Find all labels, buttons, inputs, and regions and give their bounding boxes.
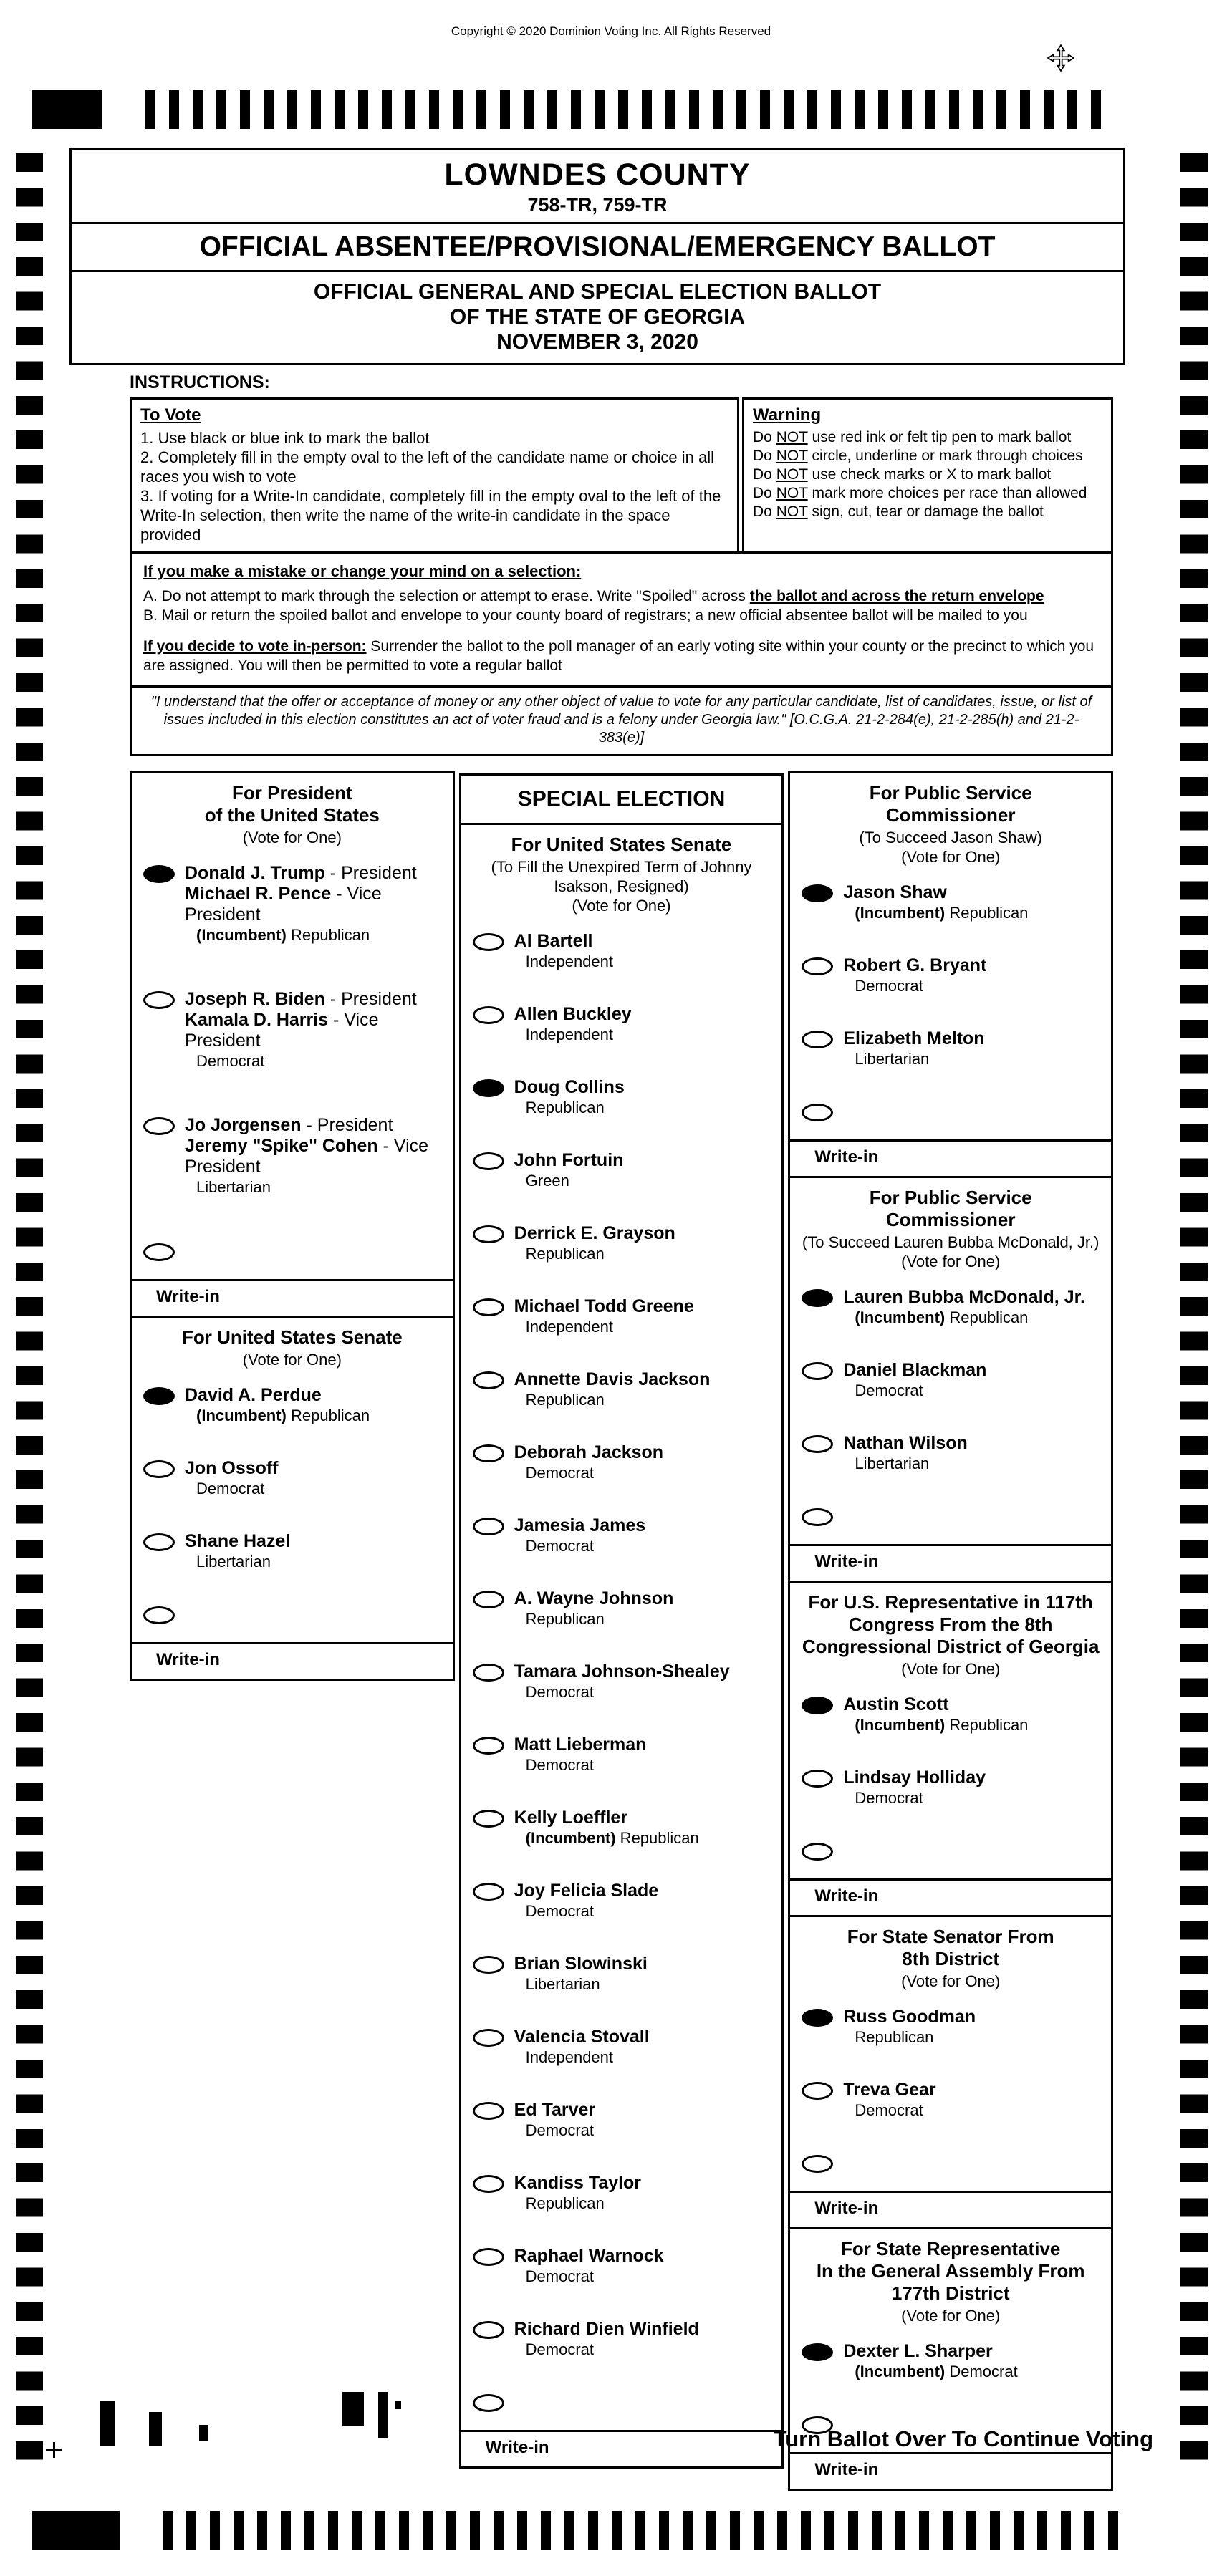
contest-title: For U.S. Representative in 117th Congress From the 8th Congressional District of Georgia bbox=[802, 1591, 1100, 1657]
warning-item: Do NOT use check marks or X to mark ballot bbox=[753, 466, 1052, 483]
candidate-row bbox=[473, 2173, 778, 2213]
filled-oval[interactable] bbox=[473, 1079, 504, 1097]
warning-item: Do NOT sign, cut, tear or damage the ballot bbox=[753, 503, 1044, 520]
candidate-name: Kandiss Taylor bbox=[514, 2173, 642, 2193]
warning-item: Do NOT mark more choices per race than allowed bbox=[753, 485, 1087, 501]
candidate-party: (Incumbent) Republican bbox=[525, 1829, 699, 1847]
county-name: LOWNDES COUNTY bbox=[444, 158, 751, 192]
candidate-party: (Incumbent) Democrat bbox=[855, 2363, 1018, 2380]
candidate-name: Allen Buckley bbox=[514, 1004, 632, 1024]
candidate-party: Democrat bbox=[855, 1789, 923, 1807]
contest-subtitle: (Vote for One) bbox=[242, 1351, 342, 1369]
election-date: NOVEMBER 3, 2020 bbox=[496, 330, 698, 354]
candidate-text bbox=[514, 1735, 647, 1775]
empty-oval[interactable] bbox=[802, 2082, 833, 2100]
candidate-party: (Incumbent) Republican bbox=[855, 1308, 1029, 1326]
empty-oval[interactable] bbox=[473, 1444, 504, 1462]
candidate-text bbox=[514, 1881, 659, 1921]
oath-text: "I understand that the offer or acceptance of money or any other object of value to vote for any particular candidate, list of candidates, issue, or list of issues included in this election constitutes an act of voter fraud and is a felony under Georgia law." [O.C.G.A. 21-2-284(e), 21-2-285(h) and 21-2-383(e)] bbox=[132, 685, 1111, 754]
filled-oval[interactable] bbox=[802, 1289, 833, 1307]
contest-title: For President of the United States bbox=[204, 782, 380, 826]
candidate-row bbox=[473, 1004, 778, 1044]
candidate-party: Democrat bbox=[855, 2101, 923, 2119]
empty-oval[interactable] bbox=[143, 991, 175, 1009]
candidate-row bbox=[473, 1369, 778, 1409]
contest-column-3 bbox=[788, 773, 1113, 2491]
candidate-party: Democrat bbox=[525, 2267, 595, 2285]
contest-title: For State Senator From 8th District bbox=[847, 1926, 1054, 1969]
empty-oval[interactable] bbox=[802, 1770, 833, 1788]
candidate-text bbox=[843, 1433, 967, 1473]
contest-subtitle: (Vote for One) bbox=[242, 829, 342, 846]
candidate-party: Democrat bbox=[196, 1480, 265, 1497]
warning-item: Do NOT circle, underline or mark through choices bbox=[753, 448, 1083, 464]
write-in-label[interactable]: Write-in bbox=[132, 1279, 453, 1316]
empty-oval[interactable] bbox=[473, 1225, 504, 1243]
contest-header bbox=[461, 825, 782, 915]
candidate-name: Raphael Warnock bbox=[514, 2246, 664, 2266]
candidate-row bbox=[143, 1115, 448, 1197]
filled-oval[interactable] bbox=[802, 1697, 833, 1714]
candidate-row bbox=[802, 882, 1107, 922]
candidate-row bbox=[143, 863, 448, 945]
write-in-row bbox=[143, 1241, 448, 1265]
registration-plus-icon bbox=[46, 2442, 62, 2458]
candidate-text bbox=[514, 1369, 711, 1409]
contest-box bbox=[788, 1915, 1113, 2229]
candidate-text bbox=[843, 2080, 935, 2120]
empty-oval[interactable] bbox=[473, 1518, 504, 1535]
candidate-name: Annette Davis Jackson bbox=[514, 1369, 711, 1389]
write-in-label[interactable]: Write-in bbox=[790, 1878, 1111, 1915]
candidate-party: Independent bbox=[525, 1318, 614, 1336]
candidate-name: Austin Scott bbox=[843, 1694, 949, 1714]
empty-oval[interactable] bbox=[473, 1883, 504, 1901]
candidate-party: Democrat bbox=[525, 1683, 595, 1701]
candidate-text bbox=[843, 2007, 976, 2047]
candidate-party: Democrat bbox=[525, 1464, 595, 1482]
write-in-row bbox=[473, 2392, 778, 2416]
candidate-name: Tamara Johnson-Shealey bbox=[514, 1661, 730, 1682]
contest-title: For Public Service Commissioner bbox=[869, 782, 1032, 826]
candidate-row bbox=[473, 1735, 778, 1775]
contest-subtitle: (To Fill the Unexpired Term of Johnny Isakson, Resigned) (Vote for One) bbox=[491, 858, 752, 915]
candidate-text bbox=[514, 931, 613, 971]
candidate-name: Jon Ossoff bbox=[185, 1458, 279, 1478]
candidate-row bbox=[473, 2100, 778, 2140]
write-in-label[interactable]: Write-in bbox=[132, 1642, 453, 1679]
contest-subtitle: (Vote for One) bbox=[901, 2307, 1001, 2325]
candidate-party: (Incumbent) Republican bbox=[196, 926, 370, 944]
empty-oval[interactable] bbox=[473, 1152, 504, 1170]
contest-title: For Public Service Commissioner bbox=[869, 1187, 1032, 1230]
candidate-name: Elizabeth Melton bbox=[843, 1028, 985, 1048]
registration-mark bbox=[149, 2412, 162, 2446]
candidate-name: Michael R. Pence - Vice President bbox=[185, 884, 382, 925]
candidate-name: Kamala D. Harris - Vice President bbox=[185, 1010, 379, 1051]
candidate-row bbox=[473, 1442, 778, 1482]
candidate-name: Donald J. Trump - President bbox=[185, 863, 417, 883]
candidate-party: Democrat bbox=[855, 977, 923, 995]
candidate-row bbox=[802, 1360, 1107, 1400]
contest-header bbox=[790, 1917, 1111, 1991]
empty-oval[interactable] bbox=[473, 2321, 504, 2339]
warning-title: Warning bbox=[753, 405, 822, 425]
empty-oval[interactable] bbox=[473, 1591, 504, 1608]
candidate-name: Jeremy "Spike" Cohen - Vice President bbox=[185, 1136, 429, 1177]
candidate-row bbox=[802, 1028, 1107, 1068]
contest-box bbox=[459, 823, 784, 2469]
contest-box bbox=[130, 771, 455, 1318]
mistake-heading: If you make a mistake or change your mind on a selection: bbox=[143, 562, 582, 580]
candidate-row bbox=[473, 1223, 778, 1263]
candidate-text bbox=[514, 2100, 595, 2140]
candidate-party: (Incumbent) Republican bbox=[196, 1407, 370, 1424]
timing-bars bbox=[163, 2511, 1128, 2550]
write-in-row bbox=[143, 1604, 448, 1628]
candidate-row bbox=[473, 1150, 778, 1190]
write-in-oval[interactable] bbox=[802, 1104, 833, 1121]
timing-bars bbox=[145, 90, 1111, 129]
column-banner: SPECIAL ELECTION bbox=[459, 773, 784, 825]
candidate-row bbox=[473, 1296, 778, 1336]
warning-box bbox=[742, 397, 1113, 554]
candidate-party: Republican bbox=[525, 1391, 605, 1409]
candidate-text bbox=[843, 955, 986, 995]
candidate-party: Independent bbox=[525, 952, 614, 970]
write-in-row bbox=[802, 2153, 1107, 2176]
candidate-name: Robert G. Bryant bbox=[843, 955, 987, 975]
in-person-note: If you decide to vote in-person: Surrender the ballot to the poll manager of an early voting site within your county or the precinct to which you are assigned. You will then be permitted to vote a regular ballot bbox=[143, 638, 1094, 674]
candidate-row bbox=[473, 2246, 778, 2286]
contest-header bbox=[132, 1318, 453, 1369]
candidate-party: Libertarian bbox=[855, 1050, 930, 1068]
candidate-party: Libertarian bbox=[525, 1975, 600, 1993]
contest-header bbox=[790, 1583, 1111, 1679]
candidate-row bbox=[473, 1881, 778, 1921]
candidate-party: Democrat bbox=[525, 1756, 595, 1774]
candidate-name: Shane Hazel bbox=[185, 1531, 291, 1551]
election-title-section bbox=[72, 272, 1123, 363]
mistake-section bbox=[130, 551, 1113, 756]
candidate-row bbox=[802, 2007, 1107, 2047]
candidate-name: Jamesia James bbox=[514, 1515, 646, 1535]
candidate-name: Deborah Jackson bbox=[514, 1442, 664, 1462]
crosshair-icon bbox=[1047, 44, 1074, 72]
registration-mark bbox=[100, 2401, 115, 2446]
candidate-row bbox=[802, 1287, 1107, 1327]
candidate-row bbox=[473, 1515, 778, 1555]
county-section bbox=[72, 150, 1123, 224]
contest-subtitle: (To Succeed Lauren Bubba McDonald, Jr.) (Vote for One) bbox=[802, 1233, 1100, 1270]
candidate-name: Doug Collins bbox=[514, 1077, 625, 1097]
candidate-party: Green bbox=[525, 1172, 569, 1190]
timing-marks-bottom bbox=[32, 2511, 1128, 2550]
candidate-name: Matt Lieberman bbox=[514, 1735, 647, 1755]
empty-oval[interactable] bbox=[143, 1460, 175, 1478]
empty-oval[interactable] bbox=[473, 933, 504, 951]
timing-marks-right bbox=[1180, 153, 1208, 2471]
candidate-text bbox=[514, 1515, 645, 1555]
write-in-label[interactable]: Write-in bbox=[461, 2430, 782, 2466]
filled-oval[interactable] bbox=[802, 2009, 833, 2027]
candidate-text bbox=[514, 1808, 699, 1848]
to-vote-item: 1. Use black or blue ink to mark the ballot bbox=[140, 429, 430, 447]
candidate-text bbox=[185, 1115, 448, 1197]
candidate-party: Libertarian bbox=[855, 1455, 930, 1472]
candidate-party: Independent bbox=[525, 2048, 614, 2066]
candidate-name: Brian Slowinski bbox=[514, 1954, 648, 1974]
candidate-row bbox=[473, 1588, 778, 1629]
empty-oval[interactable] bbox=[473, 1006, 504, 1024]
contest-header bbox=[790, 773, 1111, 867]
contest-header bbox=[790, 1178, 1111, 1271]
write-in-label[interactable]: Write-in bbox=[790, 1544, 1111, 1581]
candidate-text bbox=[843, 1028, 984, 1068]
candidate-text bbox=[514, 1442, 663, 1482]
mistake-item-a: A. Do not attempt to mark through the selection or attempt to erase. Write "Spoiled" across the ballot and across the return envelope bbox=[143, 588, 1044, 604]
candidate-party: Democrat bbox=[525, 2340, 595, 2358]
contest-box bbox=[788, 1581, 1113, 1917]
candidate-name: Richard Dien Winfield bbox=[514, 2319, 699, 2339]
contest-subtitle: (Vote for One) bbox=[901, 1972, 1001, 1990]
candidate-name: Dexter L. Sharper bbox=[843, 2341, 993, 2361]
empty-oval[interactable] bbox=[802, 1362, 833, 1380]
empty-oval[interactable] bbox=[802, 1031, 833, 1048]
to-vote-title: To Vote bbox=[140, 405, 201, 425]
candidate-party: Democrat bbox=[525, 1537, 595, 1555]
candidate-text bbox=[843, 1767, 986, 1808]
candidate-party: Democrat bbox=[525, 1902, 595, 1920]
contest-title: For State Representative In the General Assembly From 177th District bbox=[816, 2238, 1085, 2304]
candidate-party: Republican bbox=[525, 2194, 605, 2212]
candidate-text bbox=[514, 1077, 625, 1117]
empty-oval[interactable] bbox=[802, 1435, 833, 1453]
candidate-name: Joseph R. Biden - President bbox=[185, 989, 417, 1009]
to-vote-item: 3. If voting for a Write-In candidate, completely fill in the empty oval to the left of the Write-In selection, then write the name of the write-in candidate in the space provided bbox=[140, 487, 721, 544]
empty-oval[interactable] bbox=[143, 1533, 175, 1551]
empty-oval[interactable] bbox=[473, 2175, 504, 2193]
candidate-text bbox=[514, 1150, 624, 1190]
write-in-label[interactable]: Write-in bbox=[790, 1139, 1111, 1176]
candidate-name: Kelly Loeffler bbox=[514, 1808, 628, 1828]
registration-mark bbox=[395, 2401, 401, 2409]
candidate-party: Republican bbox=[525, 1245, 605, 1263]
candidate-name: Lauren Bubba McDonald, Jr. bbox=[843, 1287, 1085, 1307]
candidate-party: Libertarian bbox=[196, 1553, 271, 1571]
registration-mark bbox=[342, 2392, 364, 2426]
candidate-text bbox=[185, 863, 448, 945]
candidate-party: Democrat bbox=[855, 1381, 923, 1399]
empty-oval[interactable] bbox=[473, 1956, 504, 1974]
candidate-name: Treva Gear bbox=[843, 2080, 936, 2100]
candidate-row bbox=[802, 2341, 1107, 2381]
write-in-row bbox=[802, 1506, 1107, 1530]
ballot-type-title: OFFICIAL ABSENTEE/PROVISIONAL/EMERGENCY BALLOT bbox=[72, 224, 1123, 272]
empty-oval[interactable] bbox=[473, 1737, 504, 1755]
contest-column-1 bbox=[130, 773, 455, 1681]
empty-oval[interactable] bbox=[473, 1298, 504, 1316]
contest-header bbox=[790, 2229, 1111, 2325]
empty-oval[interactable] bbox=[473, 2248, 504, 2266]
copyright-notice: Copyright © 2020 Dominion Voting Inc. All Rights Reserved bbox=[451, 24, 771, 38]
candidate-row bbox=[473, 1077, 778, 1117]
candidate-name: David A. Perdue bbox=[185, 1385, 322, 1405]
turn-over-note: Turn Ballot Over To Continue Voting bbox=[773, 2426, 1153, 2451]
contest-title: For United States Senate bbox=[181, 1326, 403, 1348]
candidate-text bbox=[843, 1360, 986, 1400]
write-in-oval[interactable] bbox=[802, 2155, 833, 2173]
contest-box bbox=[788, 1176, 1113, 1583]
timing-block bbox=[32, 2511, 120, 2550]
candidate-party: Libertarian bbox=[196, 1178, 271, 1196]
contest-column-2 bbox=[459, 773, 784, 2469]
candidate-name: Michael Todd Greene bbox=[514, 1296, 694, 1316]
candidate-party: Republican bbox=[525, 1099, 605, 1116]
contest-box bbox=[130, 1316, 455, 1681]
candidate-name: Jo Jorgensen - President bbox=[185, 1115, 393, 1135]
candidate-row bbox=[802, 1433, 1107, 1473]
ballot-code: 758-TR, 759-TR bbox=[527, 194, 668, 216]
in-person-heading: If you decide to vote in-person: bbox=[143, 638, 367, 655]
candidate-row bbox=[802, 1767, 1107, 1808]
candidate-row bbox=[473, 1954, 778, 1994]
candidate-name: Russ Goodman bbox=[843, 2007, 976, 2027]
candidate-text bbox=[185, 1458, 279, 1498]
candidate-row bbox=[473, 2027, 778, 2067]
write-in-row bbox=[802, 1841, 1107, 1864]
to-vote-box bbox=[130, 397, 739, 554]
filled-oval[interactable] bbox=[802, 884, 833, 902]
candidate-row bbox=[143, 1458, 448, 1498]
candidate-name: John Fortuin bbox=[514, 1150, 624, 1170]
contest-title: For United States Senate bbox=[511, 834, 732, 855]
candidate-text bbox=[185, 1385, 370, 1425]
timing-block bbox=[32, 90, 102, 129]
candidate-text bbox=[514, 1588, 674, 1629]
contest-subtitle: (Vote for One) bbox=[901, 1660, 1001, 1678]
candidate-party: Democrat bbox=[196, 1052, 265, 1070]
candidate-text bbox=[843, 2341, 1017, 2381]
candidate-text bbox=[843, 882, 1028, 922]
write-in-row bbox=[802, 1101, 1107, 1125]
write-in-label[interactable]: Write-in bbox=[790, 2191, 1111, 2227]
candidate-text bbox=[185, 989, 448, 1071]
candidate-name: Al Bartell bbox=[514, 931, 593, 951]
warning-item: Do NOT use red ink or felt tip pen to mark ballot bbox=[753, 429, 1072, 445]
candidate-name: Jason Shaw bbox=[843, 882, 947, 902]
candidate-name: Nathan Wilson bbox=[843, 1433, 968, 1453]
filled-oval[interactable] bbox=[143, 1387, 175, 1405]
candidate-text bbox=[514, 1223, 675, 1263]
candidate-party: Republican bbox=[855, 2028, 934, 2046]
timing-marks-left bbox=[16, 153, 43, 2471]
candidate-row bbox=[143, 1385, 448, 1425]
candidate-name: Valencia Stovall bbox=[514, 2027, 650, 2047]
ballot-header bbox=[69, 148, 1125, 365]
candidate-text bbox=[514, 2027, 650, 2067]
empty-oval[interactable] bbox=[473, 2102, 504, 2120]
candidate-text bbox=[514, 2246, 664, 2286]
candidate-text bbox=[514, 1004, 632, 1044]
instructions-label: INSTRUCTIONS: bbox=[130, 372, 270, 392]
write-in-oval[interactable] bbox=[802, 1508, 833, 1526]
write-in-oval[interactable] bbox=[802, 1843, 833, 1861]
contest-header bbox=[132, 773, 453, 847]
candidate-party: Independent bbox=[525, 1026, 614, 1043]
instructions-row bbox=[130, 397, 1113, 554]
candidate-row bbox=[473, 931, 778, 971]
candidate-row bbox=[473, 2319, 778, 2359]
candidate-text bbox=[514, 2319, 699, 2359]
candidate-text bbox=[843, 1287, 1085, 1327]
candidate-text bbox=[843, 1694, 1028, 1735]
filled-oval[interactable] bbox=[802, 2343, 833, 2361]
registration-mark bbox=[378, 2392, 388, 2438]
candidate-text bbox=[514, 1296, 694, 1336]
contest-subtitle: (To Succeed Jason Shaw) (Vote for One) bbox=[859, 829, 1042, 866]
candidate-row bbox=[143, 1531, 448, 1571]
mistake-item-a-emphasis: the ballot and across the return envelope bbox=[749, 588, 1044, 604]
candidate-name: Ed Tarver bbox=[514, 2100, 596, 2120]
empty-oval[interactable] bbox=[473, 1810, 504, 1828]
filled-oval[interactable] bbox=[143, 865, 175, 883]
candidate-row bbox=[802, 1694, 1107, 1735]
empty-oval[interactable] bbox=[473, 1371, 504, 1389]
candidate-text bbox=[514, 1954, 648, 1994]
election-state: OF THE STATE OF GEORGIA bbox=[449, 305, 746, 329]
write-in-oval[interactable] bbox=[143, 1243, 175, 1261]
candidate-party: (Incumbent) Republican bbox=[855, 904, 1029, 922]
candidate-party: Democrat bbox=[525, 2121, 595, 2139]
empty-oval[interactable] bbox=[473, 1664, 504, 1682]
write-in-label[interactable]: Write-in bbox=[790, 2452, 1111, 2489]
candidate-row bbox=[473, 1808, 778, 1848]
registration-mark bbox=[199, 2425, 208, 2441]
write-in-oval[interactable] bbox=[143, 1606, 175, 1624]
candidate-row bbox=[802, 955, 1107, 995]
candidate-name: A. Wayne Johnson bbox=[514, 1588, 674, 1608]
candidate-name: Lindsay Holliday bbox=[843, 1767, 986, 1788]
write-in-oval[interactable] bbox=[473, 2394, 504, 2412]
contest-box bbox=[788, 771, 1113, 1178]
candidate-party: (Incumbent) Republican bbox=[855, 1716, 1029, 1734]
candidate-text bbox=[514, 1661, 730, 1702]
candidate-text bbox=[514, 2173, 641, 2213]
candidate-name: Joy Felicia Slade bbox=[514, 1881, 659, 1901]
candidate-row bbox=[802, 2080, 1107, 2120]
contest-columns bbox=[130, 773, 1113, 2491]
ballot-content bbox=[69, 148, 1125, 2491]
timing-marks-top bbox=[32, 90, 1111, 129]
empty-oval[interactable] bbox=[473, 2029, 504, 2047]
candidate-text bbox=[185, 1531, 290, 1571]
candidate-name: Derrick E. Grayson bbox=[514, 1223, 675, 1243]
election-title: OFFICIAL GENERAL AND SPECIAL ELECTION BALLOT bbox=[313, 280, 882, 304]
candidate-name: Daniel Blackman bbox=[843, 1360, 987, 1380]
candidate-party: Republican bbox=[525, 1610, 605, 1628]
mistake-item-b: B. Mail or return the spoiled ballot and envelope to your county board of registrars; a new official absentee ballot will be mailed to you bbox=[143, 607, 1028, 624]
to-vote-item: 2. Completely fill in the empty oval to the left of the candidate name or choice in all races you wish to vote bbox=[140, 448, 714, 486]
empty-oval[interactable] bbox=[143, 1117, 175, 1135]
empty-oval[interactable] bbox=[802, 957, 833, 975]
candidate-row bbox=[143, 989, 448, 1071]
candidate-row bbox=[473, 1661, 778, 1702]
